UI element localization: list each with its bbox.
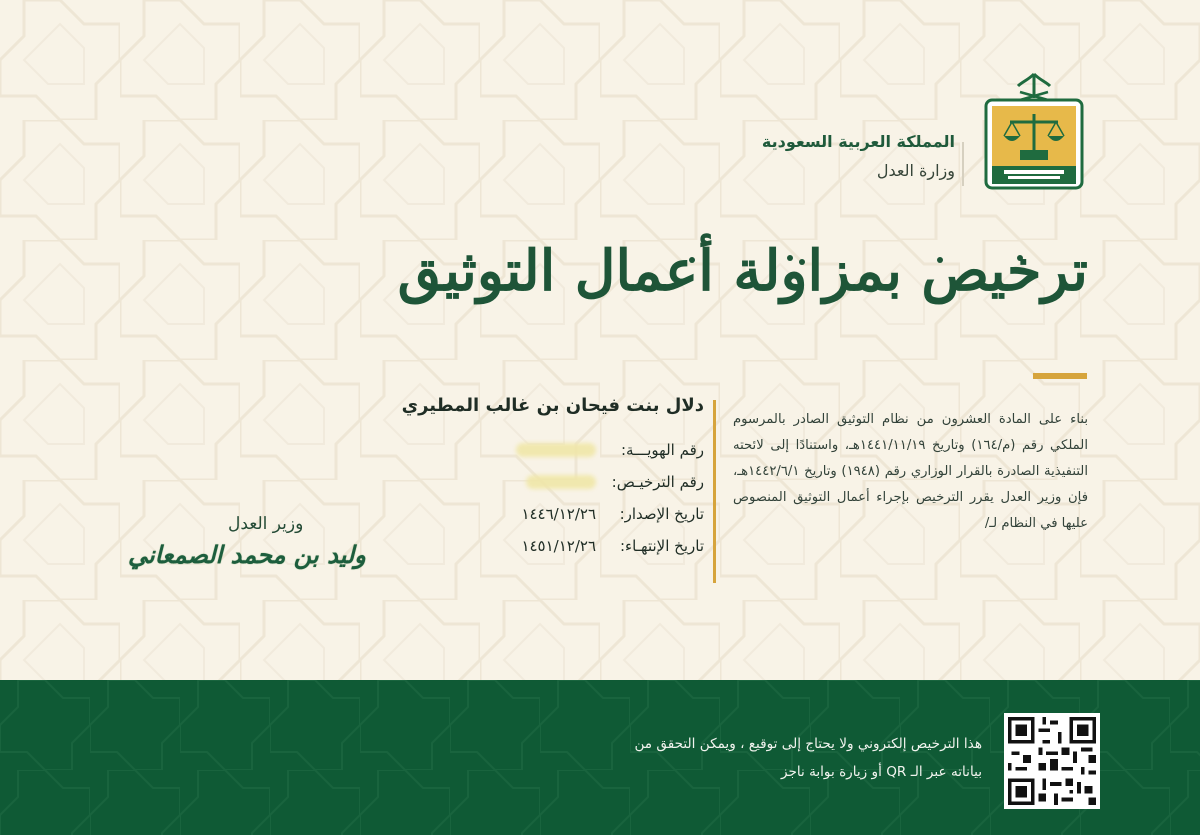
expiry-date-row [364, 530, 704, 562]
qr-code[interactable] [1004, 713, 1100, 809]
issue-date-row [364, 498, 704, 530]
kingdom-name: المملكة العربية السعودية [761, 132, 955, 151]
legal-paragraph: بناء على المادة العشرون من نظام التوثيق الصادر بالمرسوم الملكي رقم (م/١٦٤) وتاريخ ١٤٤١/١١/١٩هـ، واستنادًا إلى لائحته التنفيذية الصادرة بالقرار الوزاري رقم (١٩٤٨) وتاريخ ١٤٤٢/٦/١هـ، فإن وزير العدل يقرر الترخيص بإجراء أعمال التوثيق المنصوص عليها في النظام لـ/ [733, 412, 1088, 531]
issue-date-label: تاريخ الإصدار: [619, 505, 704, 523]
document-title: ترخيص بمزاولة أعمال التوثيق [397, 238, 1088, 304]
minister-signature [128, 540, 366, 590]
title-accent-bar [1033, 373, 1087, 379]
id-number-redacted [516, 443, 596, 457]
licensee-name: دلال بنت فيحان بن غالب المطيري [401, 395, 704, 416]
minister-title: وزير العدل [228, 514, 304, 534]
footer-note-line2: بياناته عبر الـ QR أو زيارة بوابة ناجز [780, 764, 982, 780]
footer-note-line1: هذا الترخيص إلكتروني ولا يحتاج إلى توقيع ، ويمكن التحقق من [634, 736, 982, 752]
license-number-label: رقم الترخيـص: [611, 473, 704, 491]
watermark-title [700, 530, 1200, 670]
signature-text: وليد بن محمد الصمعاني [128, 540, 366, 569]
ministry-name: وزارة العدل [876, 161, 955, 180]
id-number-row [364, 434, 704, 466]
license-number-redacted [526, 475, 596, 489]
header-text [762, 132, 955, 180]
legal-divider [713, 400, 716, 583]
header-divider [962, 142, 964, 186]
id-number-label: رقم الهويـــة: [620, 441, 704, 459]
license-number-row [364, 466, 704, 498]
ministry-emblem [982, 70, 1086, 190]
licensee-info [364, 395, 704, 562]
issue-date-value: ١٤٤٦/١٢/٢٦ [521, 505, 596, 523]
expiry-date-value: ١٤٥١/١٢/٢٦ [521, 537, 596, 555]
expiry-date-label: تاريخ الإنتهـاء: [619, 537, 704, 555]
footer-note [592, 730, 982, 786]
